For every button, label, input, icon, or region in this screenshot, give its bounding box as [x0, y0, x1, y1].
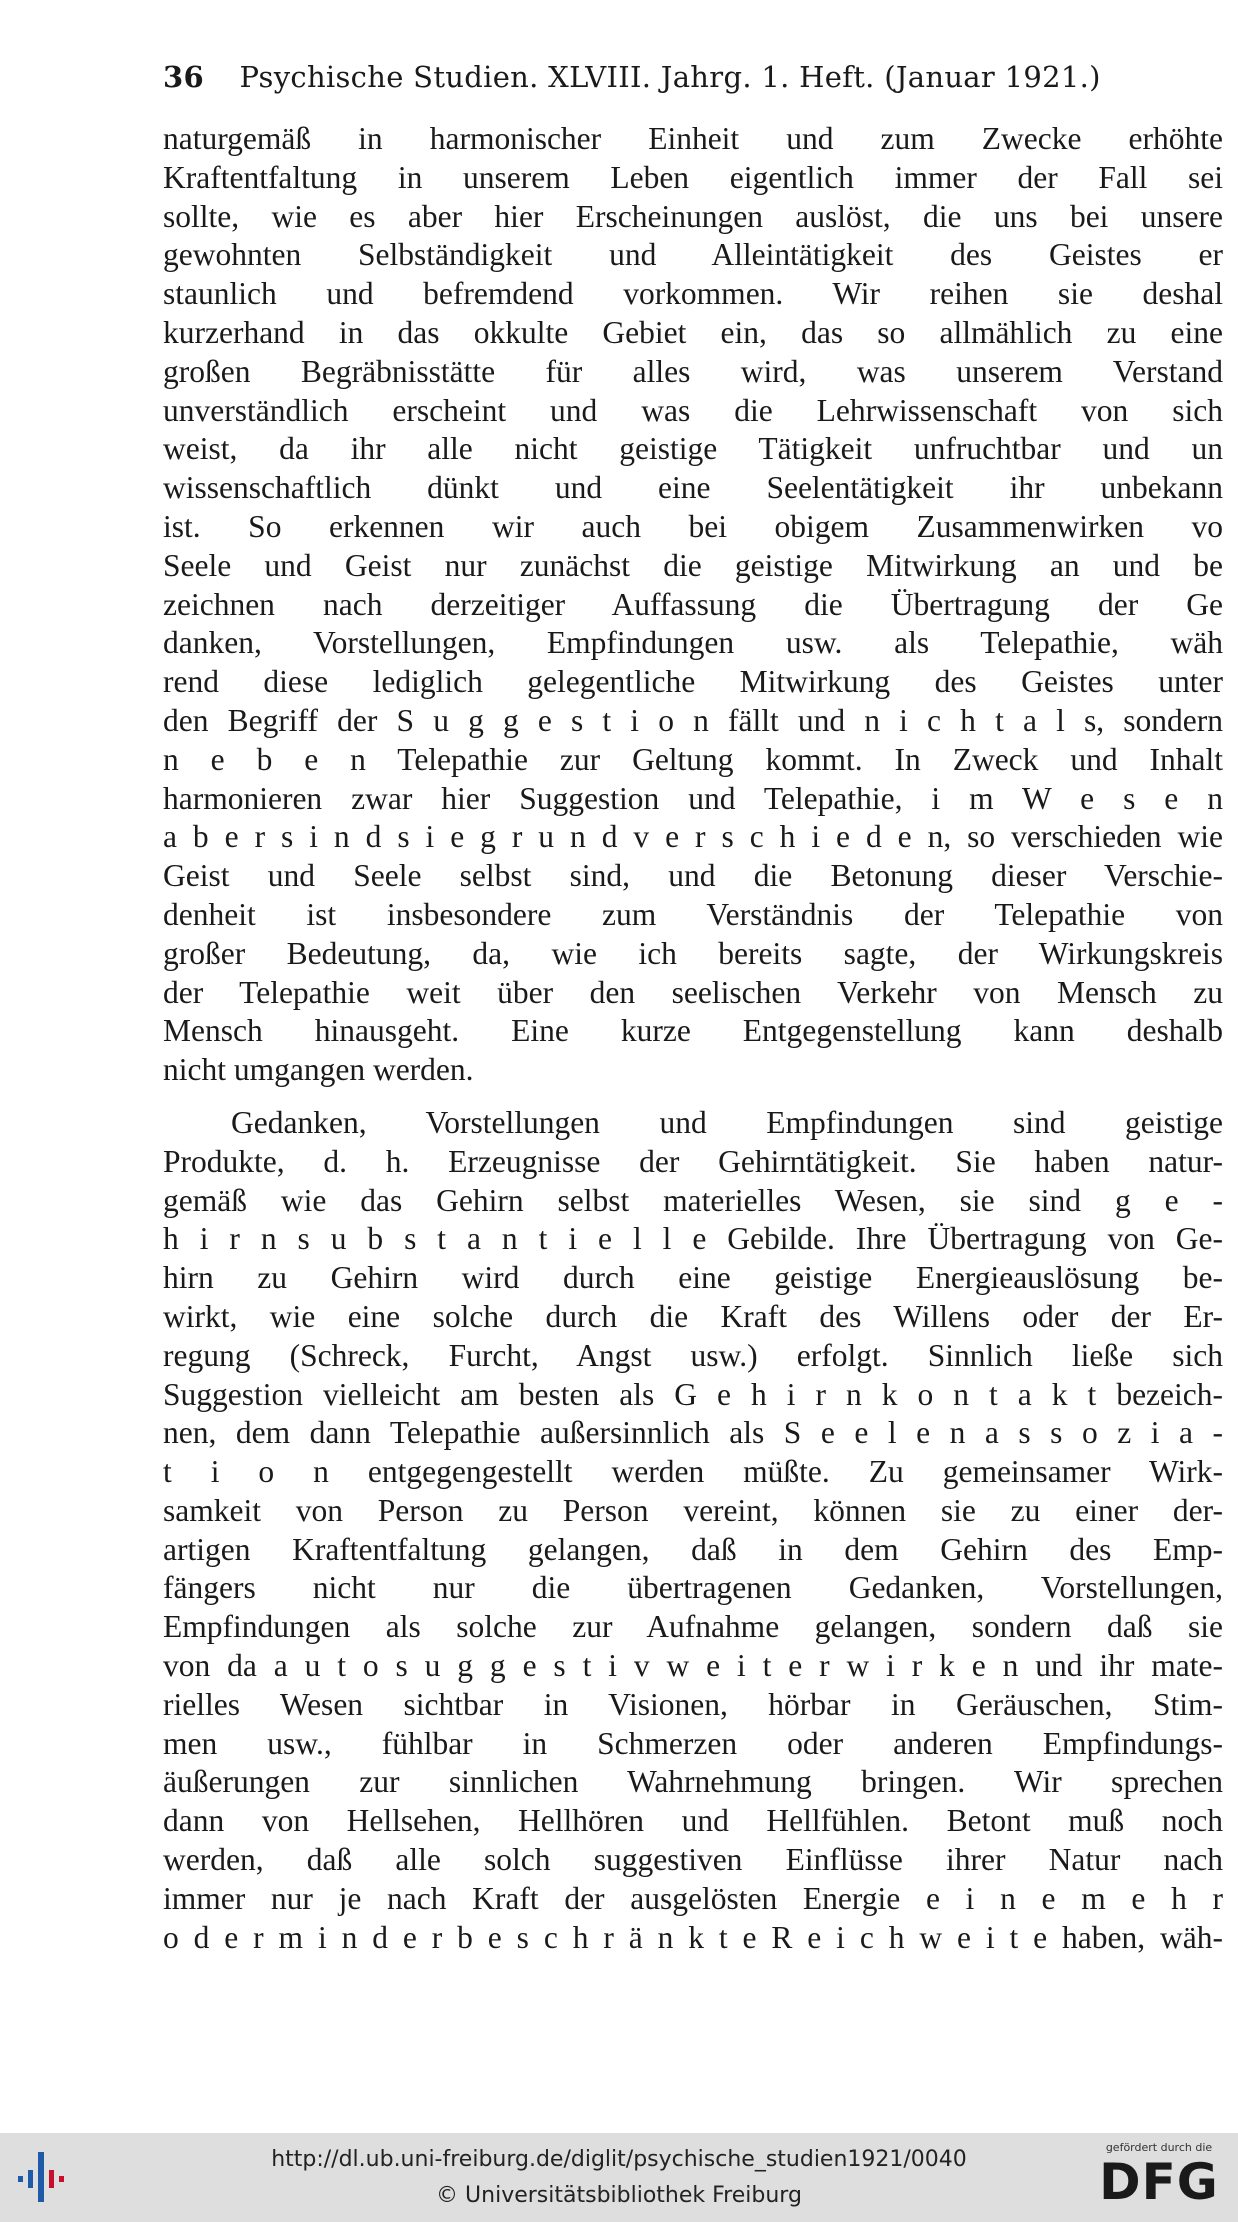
text-line: Empfindungen als solche zur Aufnahme gelangen, sondern daß sie — [163, 1609, 1223, 1645]
text-line: Suggestion vielleicht am besten als G e h i r n k o n t a k t bezeich- — [163, 1376, 1223, 1412]
text-line: rend diese lediglich gelegentliche Mitwirkung des Geistes unter — [163, 664, 1223, 700]
dfg-logo-text: DFG — [1099, 2153, 1219, 2211]
page-header — [163, 60, 1223, 94]
text-line: harmonieren zwar hier Suggestion und Telepathie, i m W e s e n — [163, 780, 1223, 816]
text-line: rielles Wesen sichtbar in Visionen, hörbar in Geräuschen, Stim- — [163, 1686, 1223, 1722]
text-line: wissenschaftlich dünkt und eine Seelentätigkeit ihr unbekann — [163, 470, 1223, 506]
text-line: der Telepathie weit über den seelischen Verkehr von Mensch zu — [163, 974, 1223, 1010]
text-line: denheit ist insbesondere zum Verständnis der Telepathie von — [163, 896, 1223, 932]
text-line: weist, da ihr alle nicht geistige Tätigkeit unfruchtbar und un — [163, 431, 1223, 467]
text-line: Seele und Geist nur zunächst die geistige Mitwirkung an und be — [163, 547, 1223, 583]
text-line: kurzerhand in das okkulte Gebiet ein, das so allmählich zu eine — [163, 314, 1223, 350]
text-line: Kraftentfaltung in unserem Leben eigentlich immer der Fall sei — [163, 159, 1223, 195]
paragraph — [163, 120, 1223, 1090]
text-line: unverständlich erscheint und was die Lehrwissenschaft von sich — [163, 392, 1223, 428]
footer-copyright: © Universitätsbibliothek Freiburg — [436, 2183, 802, 2208]
text-line: gemäß wie das Gehirn selbst materielles Wesen, sie sind g e - — [163, 1182, 1223, 1218]
text-line: staunlich und befremdend vorkommen. Wir reihen sie deshal — [163, 276, 1223, 312]
text-line: sollte, wie es aber hier Erscheinungen auslöst, die uns bei unsere — [163, 198, 1223, 234]
viewer-footer — [0, 2133, 1238, 2222]
footer-url-link[interactable]: http://dl.ub.uni-freiburg.de/diglit/psychische_studien1921/0040 — [271, 2147, 967, 2172]
text-line: Mensch hinausgeht. Eine kurze Entgegenstellung kann deshalb — [163, 1013, 1223, 1049]
text-line: wirkt, wie eine solche durch die Kraft des Willens oder der Er- — [163, 1298, 1223, 1334]
running-title: Psychische Studien. XLVIII. Jahrg. 1. Heft. (Januar 1921.) — [239, 60, 1101, 94]
text-line: dann von Hellsehen, Hellhören und Hellfühlen. Betont muß noch — [163, 1803, 1223, 1839]
text-line: h i r n s u b s t a n t i e l l e Gebilde. Ihre Übertragung von Ge- — [163, 1221, 1223, 1257]
text-line: fängers nicht nur die übertragenen Gedanken, Vorstellungen, — [163, 1570, 1223, 1606]
text-line: den Begriff der S u g g e s t i o n fällt und n i c h t a l s, sondern — [163, 702, 1223, 738]
text-line: zeichnen nach derzeitiger Auffassung die Übertragung der Ge — [163, 586, 1223, 622]
paragraph — [163, 1104, 1223, 1958]
text-line: artigen Kraftentfaltung gelangen, daß in dem Gehirn des Emp- — [163, 1531, 1223, 1567]
text-line: von da a u t o s u g g e s t i v w e i t e r w i r k e n und ihr mate- — [163, 1648, 1223, 1684]
text-line: danken, Vorstellungen, Empfindungen usw. als Telepathie, wäh — [163, 625, 1223, 661]
text-line: samkeit von Person zu Person vereint, können sie zu einer der- — [163, 1492, 1223, 1528]
text-line: gewohnten Selbständigkeit und Alleintätigkeit des Geistes er — [163, 237, 1223, 273]
text-line: nen, dem dann Telepathie außersinnlich als S e e l e n a s s o z i a - — [163, 1415, 1223, 1451]
text-line: naturgemäß in harmonischer Einheit und zum Zwecke erhöhte — [163, 121, 1223, 156]
dfg-caption: gefördert durch die — [1105, 2141, 1213, 2154]
text-line: o d e r m i n d e r b e s c h r ä n k t e R e i c h w e i t e haben, wäh- — [163, 1919, 1223, 1955]
page-number: 36 — [163, 60, 204, 94]
text-line: men usw., fühlbar in Schmerzen oder anderen Empfindungs- — [163, 1725, 1223, 1761]
text-line: t i o n entgegengestellt werden müßte. Zu gemeinsamer Wirk- — [163, 1454, 1223, 1490]
text-line: großer Bedeutung, da, wie ich bereits sagte, der Wirkungskreis — [163, 935, 1223, 971]
text-line: hirn zu Gehirn wird durch eine geistige Energieauslösung be- — [163, 1260, 1223, 1296]
text-line: großen Begräbnisstätte für alles wird, was unserem Verstand — [163, 353, 1223, 389]
text-line: n e b e n Telepathie zur Geltung kommt. In Zweck und Inhalt — [163, 741, 1223, 777]
text-line: ist. So erkennen wir auch bei obigem Zusammenwirken vo — [163, 508, 1223, 544]
text-line: a b e r s i n d s i e g r u n d v e r s c h i e d e n, so verschieden wie — [163, 819, 1223, 855]
text-line: Geist und Seele selbst sind, und die Betonung dieser Verschie- — [163, 858, 1223, 894]
text-line: Gedanken, Vorstellungen und Empfindungen sind geistige — [231, 1104, 1223, 1140]
text-line: werden, daß alle solch suggestiven Einflüsse ihrer Natur nach — [163, 1842, 1223, 1878]
body-text — [163, 120, 1223, 1957]
text-line: äußerungen zur sinnlichen Wahrnehmung bringen. Wir sprechen — [163, 1764, 1223, 1800]
dfg-logo[interactable] — [1092, 2141, 1226, 2217]
paragraph-gap — [163, 1090, 1223, 1104]
text-line: immer nur je nach Kraft der ausgelösten Energie e i n e m e h r — [163, 1880, 1223, 1916]
text-line: Produkte, d. h. Erzeugnisse der Gehirntätigkeit. Sie haben natur- — [163, 1143, 1223, 1179]
text-line: regung (Schreck, Furcht, Angst usw.) erfolgt. Sinnlich ließe sich — [163, 1337, 1223, 1373]
text-line: nicht umgangen werden. — [163, 1052, 474, 1088]
